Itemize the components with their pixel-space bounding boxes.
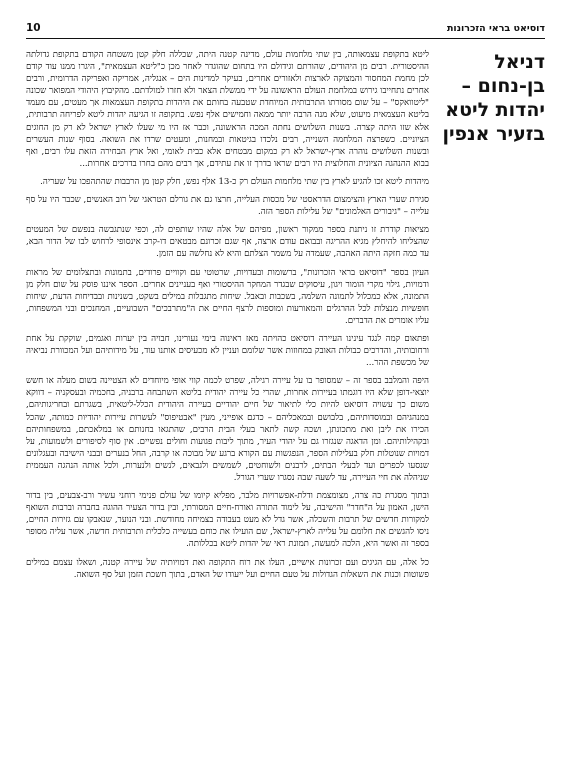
article-heading	[437, 50, 545, 146]
paragraph-9: כל אלה, עם הגיגים ועם זכרונות אישיים, העלו את רוח התקופה ואת דמויותיה של עיירה קטנה, ושאלו עצמם במילים פשוטות וכנות את השאלות הגדולות על טעם החיים ועל ייעודו של האדם, בתוך חשכת הזמן ועל סף השואה.	[26, 557, 429, 580]
article-title: יהדות ליטא בזעיר אנפין	[442, 99, 545, 145]
header-rule	[26, 38, 545, 39]
paragraph-2: מיהדות ליטא זכו להגיע לארץ בין שתי מלחמות העולם רק כ-13 אלף נפש, חלק קטן מן הרבבות שהתהפכו על שעריה.	[40, 176, 429, 187]
paragraph-6: ופתאום קמה לנגד עינינו העיירה דוסיאט כהויתה מאז ראינוה בימי נעורינו, חבויה בין יערות ואגמים, שוקקת על אחת ורחובותיה, והדרכים כבולות האובק במחוזות אשר שלומם ועניין לא מכעיסים אותנו עוד, על מידותיהם ועל המכוורת נביאיה של מכשפת ההר...	[26, 333, 429, 369]
paragraph-4: מציאות קודרת זו ניתנת בספר ממקור ראשון, מפיהם של אלה שהיו שותפים לה, וכפי שנתגבשה בנפשם של המעטים שהצליחו להיחלץ מגיא ההריגה ובבואם עודם ארצה, אף שגם זכרונם מבטאים דו-קרב אינסופי לרחוש לבו של הדור הבא, עד כמה חזקה היתה האהבה, שעמדה על משמר הצלתם והיא לא נחלשה עם הזמן.	[26, 225, 429, 260]
running-title: דוסיאט בראי הזכרונות	[446, 22, 545, 34]
page-header	[26, 20, 545, 36]
page-number: 10	[26, 22, 41, 34]
paragraph-3: סגירת שערי הארץ והצימצום הדראסטי של מכסות העלייה, חרצו גם את גורלם הטראגי של רוב האנשים, שכבר היו על סף עלייה – "גיבורים האלמונים" של עלילות הספר הזה.	[26, 195, 429, 218]
article-author: דניאל בן-נחום –	[461, 51, 545, 97]
paragraph-8: ובתוך מסגרת כה צרה, מצומצמת ודלת-אפשרויות מלבר, מפליא קיומו של עולם פנימי רוחני עשיר ורב-צבעים, בין בדור הישן, האמון על ה"חדר" והישיבה, על לימוד התורה ואורח-חיים המסורתי, ובין בדור הצעיר ההוגה בחברה וברבות השואף למקורות חדשים של תרבות והשכלה, אשר גדל לא מעט בעבודה בצמיחה מחודשת. ובני הנוער, שנאבקו עם גזירות החיים, ניסו להגשים את חלומם על עלייה לארץ-ישראל, שם הועילו את כוחם בעשייה כלכלית ותרבותית חדשה, אשר עליה מסופר בספר זה ואשר היא, הלכה למעשה, תמונת ראי של יהדות ליטא בכללותה.	[26, 491, 429, 550]
paragraph-1: ליטא בתקופת עצמאותה, בין שתי מלחמות עולם, מדינה קטנה היתה, שכללה חלק קטן משטחה הקודם בתקופת גדולתה ההיסטורית. רבים מן היהודים, שהורתם וגידולם היו בתחום שהוגדר לאחר מכן כ"ליטא העצמאית", היגרו ממנו עוד קודם לכן מחמת המחסור והמצוקה לארצות ולאזורים אחרים, בעיקר למדינות הים – אנגליה, אמריקה ואפריקה הדרומית, ורבים אחרים נתחייבו גירוש במלחמת העולם הראשונה על ידי ממשלת הצאר ולא חזרו למולדתם. מהקיבוץ היהודי המפואר שכונה "ליטוואקס" – על שום מסורתו התרבותית המיוחדת שטבעה בחותם את היהדות בתקופת העצמאות אך מעטים, עם מעמד בליטא העצמאית מיעוט, שלא מנה הרבה יותר ממאה וחמישים אלף נפש. בתקופה זו הגיעה יהדות ליטא לפריחה תרבותית, אלא שזו היתה קצרה. בשנות השלושים נחתה המכה הראשונה, וכבר אז היו מי שעלו לארץ ישראל לא רק מן החוגים הציוניים. כשפרצה המלחמה השנייה, רבים נלכדו בגיטאות ובמחנות, ומעטים שרדו את השואה. בסוף שנות העשרים ובשנות השלושים נוהרה ארץ-ישראל לא רק כמקום מבטחים אלא כבית לאומי, ואל ארץ הבחירה הזאת עלו רבים, ואף בבוא ההנהגה הציונית והחלוצית היו רבים שראו בדרך זו את עתידם, אך רבים מהם בחרו בדרכים אחרות...	[26, 50, 429, 169]
paragraph-7: היפה והמלבב בספר זה – שמסופר בו על עיירה רגילה, שפרט לכמה קווי אופי מיוחדים לא הצטיינה בשום מעלה או חשש יוצאי-דופן שלא היו דוגמתו בעיירות אחרות, שהרי כל עיירה יהודית בליטא השתבחה ברבניה, בחכמיה ובעסקניה – דווקא משום כך עשויה דוסיאט להיות כלי לתיאור של חיים יהודיים בעיירה היהודית הכלל-ליטאית, בשגרתם ובחריגותיהם, במנהגיהם ובמוסדותיהם, בלבושם ובמאכליהם – כדגם אופייני, מעין "אבטיפוס" לעשרות עיירות יהודיות כמותה, שהכל הכירו את ליבן ואת מתכונתן, ושכה קשה לתאר בעלי הבית הרבים, שהתגאו בחנותם או במלאכתם, במשפחותיהם ובקהילותיהם. ומן הדאגה שנגזרו גם על יהודי העיר, מתוך ליבות פגועות וחולים נפשיים. אין סוף לסיפורים ולשמועות, על דמויות שנוטלות חלק בעלילות הספר, הנפגשות עם הקורא ברגע של מבוכה או קרבה, החל בנערים ובבני הישיבה ובעגלונים שנסעו לכפרים ועד לבעלי הבתים, לרבנים ולשוחטים, לשמשים ולגבאים, לנשים ולנערות, ולכל אותה הנהגה העממית שניהלה את חיי העיירה, עד לשעה שבה נסגרו שערי הגורל.	[26, 376, 429, 483]
paragraph-5: העיון בספר "דוסיאט בראי הזכרונות", ברשומות ובעדויות, שרטוטי עם וקוויים פרודים, בתמונות ובתצלומים של מראות ודמויות, גילוי מקרי הומור ויגון, עיסוקים שבגדר המחקר ההיסטורי ואף בעניינים אחרים. הספר איננו פוסק על שום חלק מן התמונה, אלא כמכלול לתמונה השלמה, בשכבות ובאבל. שיחות מתגבלות במילים בשקט, בשנינות ובבדיחות הדעת, שיחות חופשיות מנצלות לכל ההרגלים והמאורעות ומוספות לרצף החיים את ה"מתרבכים" השבועיים, המחנכים ובני המשפחות, עליו אומרים את הדברים.	[26, 267, 429, 326]
article-body	[26, 49, 429, 753]
